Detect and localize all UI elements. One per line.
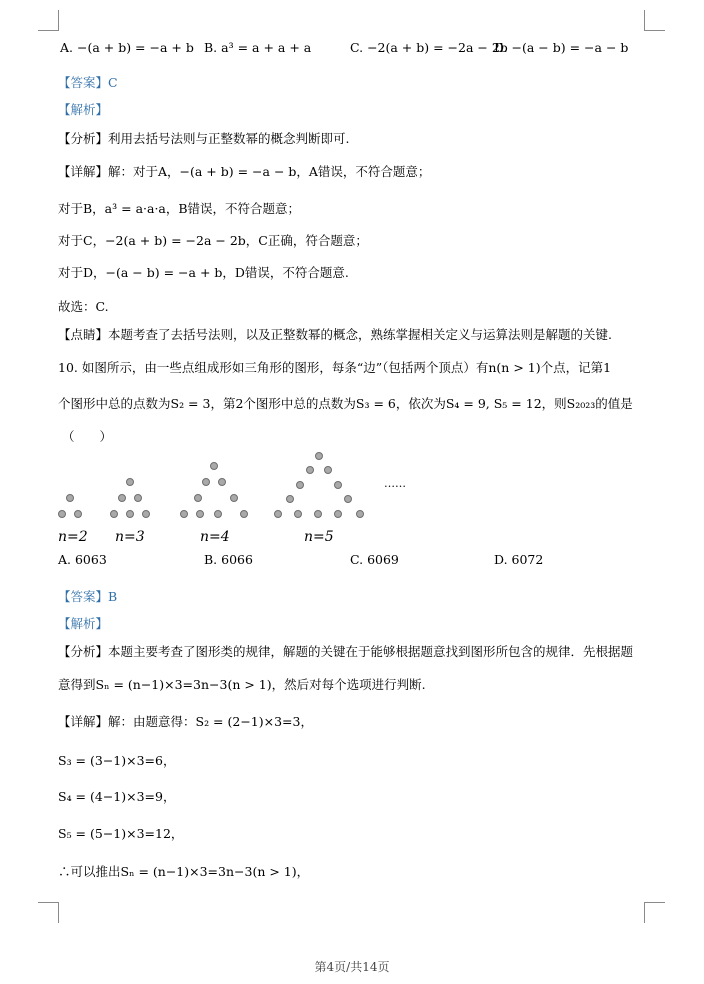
crop-mark-bottom-right — [644, 902, 665, 923]
figure-dot — [356, 510, 364, 518]
figure-dot — [180, 510, 188, 518]
figure-dot — [194, 494, 202, 502]
q10-option-d: D. 6072 — [494, 552, 544, 567]
q9-option-d: D. −(a − b) = −a − b — [494, 40, 629, 55]
figure-dot — [202, 478, 210, 486]
q10-detail-1: 【详解】解：由题意得：S₂ = (2−1)×3=3， — [58, 714, 313, 729]
figure-dot — [286, 495, 294, 503]
figure-dot — [296, 481, 304, 489]
q9-analysis-tag: 【解析】 — [58, 102, 109, 117]
q10-stem-line-2: 个图形中总的点数为S₂ = 3，第2个图形中总的点数为S₃ = 6，依次为S₄ = 9, S₅ = 12，则S₂₀₂₃的值是 — [58, 396, 633, 411]
figure-dot — [218, 478, 226, 486]
q10-detail-4: S₅ = (5−1)×3=12， — [58, 826, 184, 841]
figure-dot — [118, 494, 126, 502]
q10-label-n5: n=5 — [304, 529, 334, 545]
q10-option-a: A. 6063 — [58, 552, 107, 567]
q9-answer: 【答案】C — [58, 75, 118, 90]
figure-dot — [324, 466, 332, 474]
q9-dianjing: 【点睛】本题考查了去括号法则，以及正整数幂的概念，熟练掌握相关定义与运算法则是解题的关键. — [58, 327, 612, 342]
q10-stem-line-1: 10. 如图所示，由一些点组成形如三角形的图形，每条“边”（包括两个顶点）有n(n > 1)个点，记第1 — [58, 360, 612, 375]
q10-answer: 【答案】B — [58, 589, 118, 604]
figure-dot — [58, 510, 66, 518]
figure-dot — [66, 494, 74, 502]
q9-fenxi: 【分析】利用去括号法则与正整数幂的概念判断即可. — [58, 131, 350, 146]
figure-dot — [74, 510, 82, 518]
q9-choose: 故选：C. — [58, 299, 109, 314]
q10-detail-2: S₃ = (3−1)×3=6， — [58, 753, 176, 768]
q10-detail-5: ∴可以推出Sₙ = (n−1)×3=3n−3(n > 1)， — [58, 864, 310, 879]
q10-label-n2: n=2 — [58, 529, 88, 545]
q10-option-b: B. 6066 — [204, 552, 253, 567]
figure-dot — [294, 510, 302, 518]
figure-dot — [334, 481, 342, 489]
figure-dot — [134, 494, 142, 502]
figure-dot — [240, 510, 248, 518]
q9-detail-2: 对于B，a³ = a·a·a，B错误，不符合题意； — [58, 201, 301, 216]
figure-dot — [110, 510, 118, 518]
figure-dot — [334, 510, 342, 518]
q9-option-c: C. −2(a + b) = −2a − 2b — [350, 40, 508, 55]
crop-mark-top-right — [644, 10, 665, 31]
q9-detail-1: 【详解】解：对于A，−(a + b) = −a − b，A错误，不符合题意； — [58, 164, 431, 179]
q10-figure-ellipsis: …… — [384, 477, 406, 490]
crop-mark-top-left — [38, 10, 59, 31]
q9-option-a: A. −(a + b) = −a + b — [60, 40, 194, 55]
q10-label-n4: n=4 — [200, 529, 230, 545]
figure-dot — [306, 466, 314, 474]
q10-analysis-tag: 【解析】 — [58, 616, 109, 631]
q9-detail-3: 对于C，−2(a + b) = −2a − 2b，C正确，符合题意； — [58, 233, 368, 248]
q9-detail-4: 对于D，−(a − b) = −a + b，D错误，不符合题意. — [58, 265, 349, 280]
figure-dot — [142, 510, 150, 518]
figure-dot — [214, 510, 222, 518]
figure-dot — [230, 494, 238, 502]
crop-mark-bottom-left — [38, 902, 59, 923]
q10-option-c: C. 6069 — [350, 552, 399, 567]
q10-stem-line-3: （ ） — [62, 429, 113, 444]
q10-detail-3: S₄ = (4−1)×3=9， — [58, 789, 176, 804]
figure-dot — [210, 462, 218, 470]
q10-label-n3: n=3 — [115, 529, 145, 545]
page-footer: 第4页/共14页 — [314, 960, 390, 974]
q10-fenxi-line-2: 意得到Sₙ = (n−1)×3=3n−3(n > 1)，然后对每个选项进行判断. — [58, 677, 426, 692]
figure-dot — [315, 452, 323, 460]
figure-dot — [314, 510, 322, 518]
figure-dot — [126, 478, 134, 486]
figure-dot — [196, 510, 204, 518]
figure-dot — [274, 510, 282, 518]
figure-dot — [344, 495, 352, 503]
q10-fenxi-line-1: 【分析】本题主要考查了图形类的规律，解题的关键在于能够根据题意找到图形所包含的规律．先根据题 — [58, 644, 634, 659]
figure-dot — [126, 510, 134, 518]
q9-option-b: B. a³ = a + a + a — [204, 40, 312, 55]
